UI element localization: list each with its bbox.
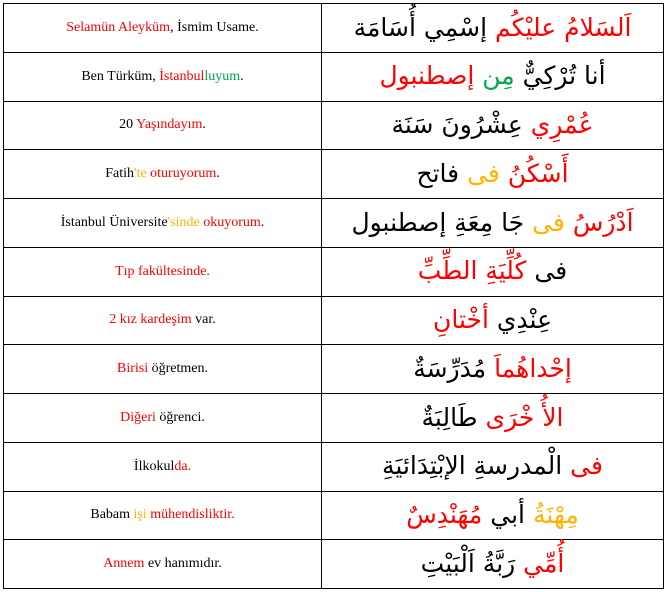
table-row <box>4 394 664 443</box>
arabic-sentence-cell <box>322 394 664 443</box>
turkish-text-segment: 2 kız kardeşim <box>109 312 192 328</box>
arabic-text-segment: أنا تُرْكِيٌّ <box>514 61 606 91</box>
turkish-text-segment: İlkokul <box>133 458 175 474</box>
turkish-text-segment: Birisi <box>117 361 149 377</box>
table-row <box>4 296 664 345</box>
arabic-sentence-cell <box>322 101 664 150</box>
turkish-text-segment: Ben Türküm, <box>81 68 160 84</box>
arabic-text-segment: طَالِبَةٌ <box>421 402 486 432</box>
arabic-text-segment: اَلسَلامُ عليْكُم <box>495 12 632 42</box>
turkish-text-segment: okuyorum <box>199 214 261 230</box>
turkish-text-segment: Fatih <box>105 166 135 182</box>
arabic-sentence-cell <box>322 345 664 394</box>
arabic-text-segment: إحْداهُماَ <box>494 353 572 383</box>
arabic-text-segment: أُمِّي <box>523 548 565 578</box>
arabic-text-segment: أَسْكُنُ <box>507 158 569 188</box>
arabic-sentence-cell <box>322 150 664 199</box>
arabic-text-segment: فى <box>570 451 603 481</box>
arabic-text-segment: عِشْرُونَ سَنَة <box>391 110 531 140</box>
turkish-sentence-cell <box>4 247 322 296</box>
arabic-text-segment: فى <box>532 207 573 237</box>
turkish-text-segment: . <box>216 166 220 182</box>
table-row <box>4 491 664 540</box>
turkish-text-segment: işi <box>133 507 147 523</box>
turkish-text-segment: . <box>260 214 265 230</box>
arabic-text-segment: مِهْنَةُ <box>532 500 579 530</box>
arabic-text-segment: كُلِّيَةِ الطِّبِّ <box>417 256 527 286</box>
arabic-text-segment: اَدْرُسُ <box>572 207 634 237</box>
table-row <box>4 345 664 394</box>
turkish-text-segment: . <box>240 68 244 84</box>
arabic-sentence-cell <box>322 296 664 345</box>
turkish-text-segment: var. <box>191 312 216 328</box>
turkish-text-segment: Selamün Aleyküm <box>66 19 171 35</box>
arabic-text-segment: أبي <box>482 500 533 530</box>
turkish-sentence-cell <box>4 101 322 150</box>
arabic-text-segment: فى <box>467 158 508 188</box>
arabic-text-segment: رَبَّةُ اَلْبَيْتِ <box>420 548 524 578</box>
turkish-text-segment: 'te <box>134 166 147 182</box>
arabic-sentence-cell <box>322 442 664 491</box>
turkish-sentence-cell <box>4 52 322 101</box>
table-row <box>4 540 664 589</box>
turkish-text-segment: öğretmen. <box>148 361 208 377</box>
arabic-sentence-cell <box>322 540 664 589</box>
turkish-sentence-cell <box>4 442 322 491</box>
table-row <box>4 101 664 150</box>
turkish-text-segment: Diğeri <box>120 409 156 425</box>
turkish-sentence-cell <box>4 394 322 443</box>
arabic-sentence-cell <box>322 52 664 101</box>
vocabulary-table-body <box>4 4 664 589</box>
table-row <box>4 4 664 53</box>
turkish-text-segment: . <box>202 117 206 133</box>
table-row <box>4 199 664 248</box>
turkish-sentence-cell <box>4 199 322 248</box>
turkish-text-segment: 'sinde <box>167 214 200 230</box>
table-row <box>4 442 664 491</box>
arabic-text-segment: عِنْدِي <box>488 305 553 335</box>
arabic-text-segment: الْمدرسةِ الإبْتِدَائيَةِ <box>382 451 571 481</box>
turkish-sentence-cell <box>4 345 322 394</box>
arabic-text-segment: إصطنبول <box>379 61 483 91</box>
arabic-text-segment: مِن <box>482 61 515 91</box>
arabic-text-segment: فاتح <box>416 158 468 188</box>
table-row <box>4 52 664 101</box>
turkish-text-segment: da. <box>174 458 192 474</box>
vocabulary-table <box>3 3 664 589</box>
arabic-sentence-cell <box>322 199 664 248</box>
turkish-text-segment: Yaşındayım <box>136 117 203 133</box>
turkish-text-segment: oturuyorum <box>146 166 217 182</box>
arabic-text-segment: مُهَنْدِسٌ <box>406 500 483 530</box>
arabic-text-segment: الأُ خْرَى <box>485 402 564 432</box>
arabic-sentence-cell <box>322 247 664 296</box>
turkish-text-segment: luyum <box>204 68 241 84</box>
turkish-text-segment: Babam <box>90 507 134 523</box>
turkish-sentence-cell <box>4 150 322 199</box>
turkish-text-segment: İstanbul <box>159 68 205 84</box>
turkish-sentence-cell <box>4 4 322 53</box>
turkish-text-segment: Tıp fakültesinde. <box>115 263 210 279</box>
turkish-text-segment: öğrenci. <box>155 409 205 425</box>
arabic-text-segment: أخْتانِ <box>432 305 489 335</box>
arabic-text-segment: إسْمِي أُسَامَة <box>353 12 495 42</box>
turkish-text-segment: Annem <box>103 556 145 572</box>
arabic-sentence-cell <box>322 4 664 53</box>
turkish-sentence-cell <box>4 296 322 345</box>
table-row <box>4 247 664 296</box>
turkish-sentence-cell <box>4 540 322 589</box>
turkish-text-segment: ev hanımıdır. <box>144 556 222 572</box>
turkish-text-segment: , İsmim Usame. <box>170 19 259 35</box>
arabic-sentence-cell <box>322 491 664 540</box>
arabic-text-segment: جَا مِعَةِ إصطنبول <box>351 207 533 237</box>
turkish-sentence-cell <box>4 491 322 540</box>
arabic-text-segment: عُمْرِي <box>530 110 594 140</box>
table-row <box>4 150 664 199</box>
arabic-text-segment: فى <box>526 256 568 286</box>
turkish-text-segment: mühendisliktir. <box>146 507 235 523</box>
turkish-text-segment: İstanbul Üniversite <box>60 214 168 230</box>
turkish-text-segment: 20 <box>119 117 137 133</box>
arabic-text-segment: مُدَرِّسَةٌ <box>413 353 495 383</box>
